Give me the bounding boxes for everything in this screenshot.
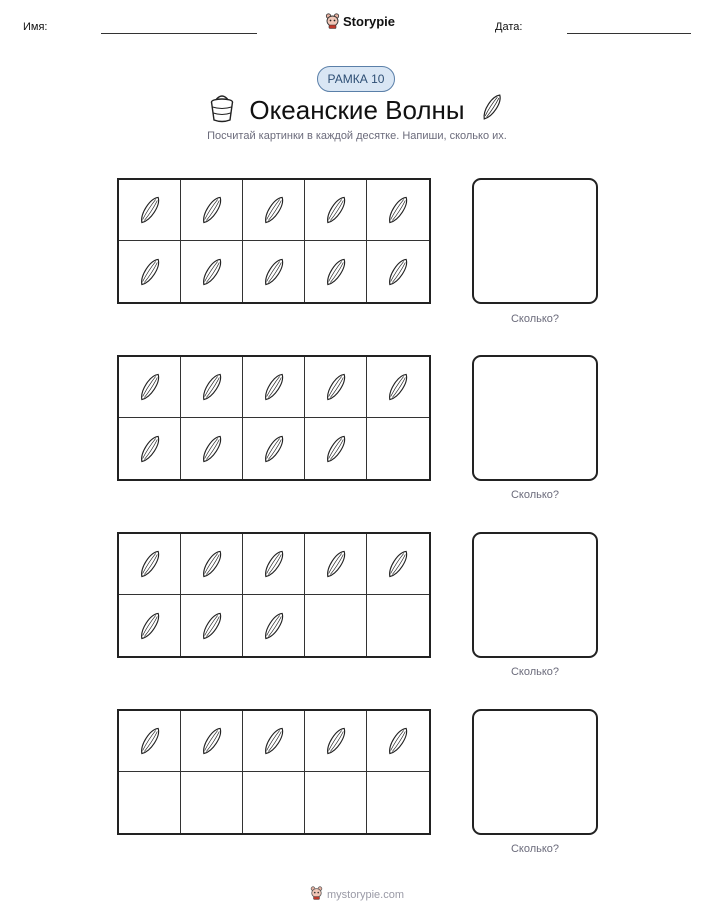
surfboard-icon [383, 719, 413, 763]
frame-cell [243, 772, 305, 833]
frame-cell [243, 357, 305, 418]
frame-cell [181, 595, 243, 656]
frame-cell [305, 357, 367, 418]
surfboard-icon [383, 250, 413, 294]
surfboard-icon [259, 604, 289, 648]
surfboard-icon [477, 91, 507, 128]
surfboard-icon [321, 188, 351, 232]
date-label: Дата: [495, 21, 523, 33]
surfboard-icon [383, 542, 413, 586]
surfboard-icon [197, 719, 227, 763]
ten-frame-1 [117, 178, 431, 304]
how-many-label-2: Сколько? [510, 489, 560, 501]
surfboard-icon [321, 719, 351, 763]
surfboard-icon [135, 250, 165, 294]
surfboard-icon [135, 365, 165, 409]
surfboard-icon [197, 604, 227, 648]
surfboard-icon [197, 427, 227, 471]
frame-cell [305, 180, 367, 241]
instructions: Посчитай картинки в каждой десятке. Напиши, сколько их. [207, 130, 507, 142]
surfboard-icon [135, 427, 165, 471]
surfboard-icon [259, 250, 289, 294]
surfboard-icon [135, 719, 165, 763]
frame-cell [243, 595, 305, 656]
bucket-icon [208, 92, 236, 129]
surfboard-icon [197, 365, 227, 409]
frame-cell [119, 357, 181, 418]
surfboard-icon [259, 719, 289, 763]
surfboard-icon [321, 365, 351, 409]
frame-cell [243, 180, 305, 241]
frame-cell [119, 534, 181, 595]
frame-cell [367, 180, 429, 241]
frame-cell [305, 711, 367, 772]
frame-cell [367, 711, 429, 772]
frame-cell [367, 357, 429, 418]
frame-cell [181, 772, 243, 833]
frame-cell [305, 241, 367, 302]
surfboard-icon [135, 542, 165, 586]
frame-cell [367, 418, 429, 479]
surfboard-icon [197, 542, 227, 586]
surfboard-icon [321, 427, 351, 471]
frame-cell [119, 772, 181, 833]
answer-box-4[interactable] [472, 709, 598, 835]
surfboard-icon [383, 188, 413, 232]
frame-cell [367, 241, 429, 302]
frame-cell [181, 180, 243, 241]
ten-frame-4 [117, 709, 431, 835]
answer-box-1[interactable] [472, 178, 598, 304]
frame-cell [305, 418, 367, 479]
frame-cell [305, 534, 367, 595]
footer [0, 886, 714, 903]
frame-cell [181, 711, 243, 772]
brand-logo [325, 13, 395, 29]
surfboard-icon [135, 188, 165, 232]
frame-cell [305, 772, 367, 833]
surfboard-icon [197, 250, 227, 294]
how-many-label-3: Сколько? [510, 666, 560, 678]
surfboard-icon [321, 250, 351, 294]
frame-cell [119, 241, 181, 302]
ten-frame-2 [117, 355, 431, 481]
frame-cell [367, 772, 429, 833]
frame-cell [181, 357, 243, 418]
ten-frame-3 [117, 532, 431, 658]
answer-box-2[interactable] [472, 355, 598, 481]
footer-site: mystorypie.com [326, 888, 405, 901]
name-label: Имя: [23, 21, 48, 33]
surfboard-icon [259, 188, 289, 232]
frame-cell [181, 534, 243, 595]
surfboard-icon [321, 542, 351, 586]
frame-cell [181, 241, 243, 302]
frame-cell [119, 418, 181, 479]
mascot-icon [325, 13, 340, 29]
brand-name: Storypie [343, 13, 396, 29]
frame-cell [243, 241, 305, 302]
surfboard-icon [135, 604, 165, 648]
frame-cell [119, 180, 181, 241]
frame-cell [119, 595, 181, 656]
frame-cell [243, 418, 305, 479]
surfboard-icon [259, 542, 289, 586]
frame-cell [367, 595, 429, 656]
surfboard-icon [197, 188, 227, 232]
frame-cell [181, 418, 243, 479]
mascot-icon [310, 886, 323, 903]
how-many-label-1: Сколько? [510, 313, 560, 325]
answer-box-3[interactable] [472, 532, 598, 658]
frame-cell [119, 711, 181, 772]
page-title: Океанские Волны [249, 95, 465, 125]
surfboard-icon [259, 427, 289, 471]
frame-cell [243, 534, 305, 595]
frame-cell [305, 595, 367, 656]
surfboard-icon [259, 365, 289, 409]
how-many-label-4: Сколько? [510, 843, 560, 855]
date-line [567, 33, 691, 34]
frame-cell [243, 711, 305, 772]
surfboard-icon [383, 365, 413, 409]
name-line [101, 33, 257, 34]
level-badge: РАМКА 10 [317, 66, 395, 92]
frame-cell [367, 534, 429, 595]
